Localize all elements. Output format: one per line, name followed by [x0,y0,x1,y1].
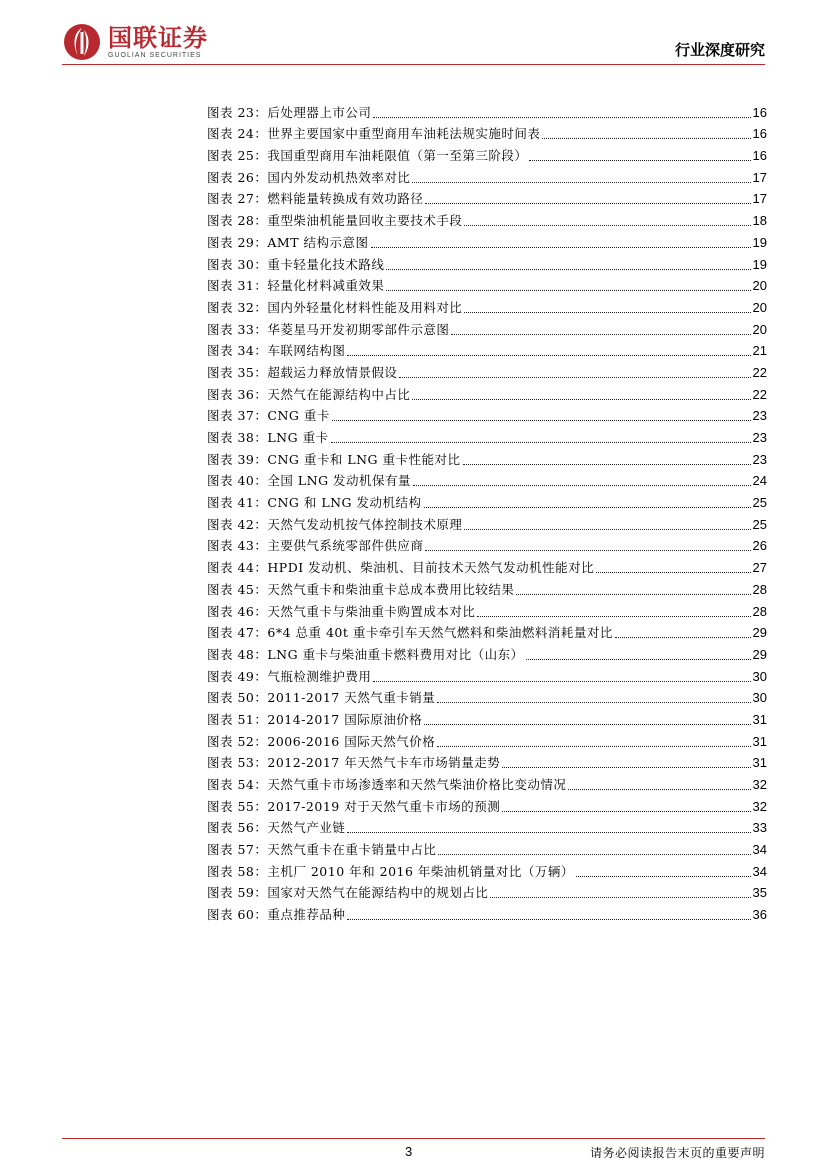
toc-entry-title: 图表 55：2017-2019 对于天然气重卡市场的预测 [207,798,501,814]
toc-entry-page: 20 [752,321,767,337]
toc-entry-title: 图表 41：CNG 和 LNG 发动机结构 [207,495,422,511]
toc-entry-title: 图表 42：天然气发动机按气体控制技术原理 [207,516,463,532]
logo-chinese-name: 国联证券 [108,23,208,52]
toc-entry-page: 31 [752,711,767,727]
toc-dot-leader [425,202,750,204]
toc-entry-title: 图表 54：天然气重卡市场渗透率和天然气柴油价格比变动情况 [207,777,567,792]
toc-entry[interactable] [207,793,767,815]
toc-dot-leader [451,333,750,335]
toc-entry[interactable] [207,403,767,425]
toc-entry[interactable] [207,251,767,273]
toc-entry-page: 16 [752,104,767,120]
toc-entry-title: 图表 58：主机厂 2010 年和 2016 年柴油机销量对比（万辆） [207,863,574,879]
toc-entry-title: 图表 30：重卡轻量化技术路线 [207,256,385,272]
toc-entry-title: 图表 49：气瓶检测维护费用 [207,668,372,684]
toc-entry[interactable] [207,316,767,338]
toc-entry-page: 23 [752,451,767,467]
toc-entry[interactable] [207,207,767,229]
toc-entry-title: 图表 46：天然气重卡与柴油重卡购置成本对比 [207,603,476,619]
toc-entry[interactable] [207,554,767,576]
toc-entry-page: 21 [752,343,767,359]
toc-entry-title: 图表 24：世界主要国家中重型商用车油耗法规实施时间表 [207,126,541,142]
toc-entry-page: 27 [752,560,767,576]
toc-entry-page: 20 [752,278,767,294]
toc-dot-leader [477,615,750,617]
toc-dot-leader [438,853,750,855]
toc-entry-page: 22 [752,386,767,402]
toc-entry-page: 20 [752,299,767,315]
toc-entry[interactable] [207,186,767,208]
toc-entry[interactable] [207,229,767,251]
document-type: 行业深度研究 [674,41,765,59]
guolian-logo-icon [62,22,102,62]
toc-dot-leader [464,528,750,530]
toc-entry[interactable] [207,815,767,837]
toc-dot-leader [347,354,750,356]
toc-entry[interactable] [207,750,767,772]
toc-dot-leader [347,918,750,920]
toc-entry-title: 图表 32：国内外轻量化材料性能及用料对比 [207,299,463,315]
toc-entry[interactable] [207,706,767,728]
toc-entry-page: 19 [752,256,767,272]
toc-dot-leader [412,181,750,183]
company-logo [62,22,208,62]
toc-entry-title: 图表 37：CNG 重卡 [207,408,330,424]
toc-entry-title: 图表 47：6*4 总重 40t 重卡牵引车天然气燃料和柴油燃料消耗量对比 [207,625,613,641]
toc-entry-page: 16 [752,126,767,142]
toc-dot-leader [516,593,750,595]
toc-entry-page: 24 [752,473,767,489]
toc-entry[interactable] [207,728,767,750]
toc-entry[interactable] [207,685,767,707]
toc-entry-title: 图表 31：轻量化材料减重效果 [207,278,385,294]
toc-entry-page: 19 [752,234,767,250]
toc-entry-title: 图表 43：主要供气系统零部件供应商 [207,538,424,554]
toc-entry-page: 33 [752,820,767,836]
footer-divider [62,1138,765,1139]
toc-dot-leader [464,311,750,313]
toc-entry-page: 17 [752,191,767,207]
toc-dot-leader [331,441,751,443]
toc-entry-page: 22 [752,364,767,380]
toc-entry[interactable] [207,663,767,685]
toc-entry-title: 图表 56：天然气产业链 [207,820,346,836]
toc-dot-leader [568,788,750,790]
toc-dot-leader [437,701,750,703]
toc-entry[interactable] [207,771,767,793]
toc-entry[interactable] [207,142,767,164]
toc-entry-title: 图表 51：2014-2017 国际原油价格 [207,711,423,727]
toc-dot-leader [412,398,750,400]
logo-english-name: GUOLIAN SECURITIES [108,51,202,59]
toc-dot-leader [399,376,750,378]
toc-entry[interactable] [207,576,767,598]
toc-entry[interactable] [207,880,767,902]
toc-entry-page: 18 [752,213,767,229]
toc-dot-leader [424,506,751,508]
toc-dot-leader [529,159,750,161]
toc-dot-leader [373,116,750,118]
toc-entry[interactable] [207,901,767,923]
toc-entry-title: 图表 59：国家对天然气在能源结构中的规划占比 [207,885,489,901]
toc-entry-title: 图表 28：重型柴油机能量回收主要技术手段 [207,213,463,229]
toc-entry-page: 28 [752,581,767,597]
toc-entry-title: 图表 48：LNG 重卡与柴油重卡燃料费用对比（山东） [207,646,524,662]
toc-entry-page: 32 [752,777,767,792]
toc-entry-title: 图表 52：2006-2016 国际天然气价格 [207,733,436,749]
toc-entry[interactable] [207,338,767,360]
toc-dot-leader [332,419,751,421]
page-header [0,0,827,70]
toc-entry-title: 图表 50：2011-2017 天然气重卡销量 [207,690,436,706]
toc-entry-page: 29 [752,625,767,641]
toc-dot-leader [424,723,750,725]
toc-entry-page: 23 [752,408,767,424]
toc-entry-title: 图表 27：燃料能量转换成有效功路径 [207,191,424,207]
toc-entry[interactable] [207,164,767,186]
toc-entry-title: 图表 23：后处理器上市公司 [207,104,372,120]
toc-dot-leader [502,810,750,812]
toc-entry-page: 25 [752,516,767,532]
toc-entry[interactable] [207,446,767,468]
toc-entry-title: 图表 39：CNG 重卡和 LNG 重卡性能对比 [207,451,461,467]
toc-dot-leader [413,484,750,486]
toc-entry-page: 26 [752,538,767,554]
toc-dot-leader [386,289,750,291]
toc-dot-leader [347,831,750,833]
toc-entry[interactable] [207,620,767,642]
toc-entry-title: 图表 57：天然气重卡在重卡销量中占比 [207,842,437,858]
toc-entry-page: 17 [752,169,767,185]
toc-entry-page: 31 [752,733,767,749]
toc-entry[interactable] [207,381,767,403]
toc-entry[interactable] [207,99,767,121]
toc-entry-title: 图表 53：2012-2017 年天然气卡车市场销量走势 [207,755,501,771]
toc-entry-title: 图表 25：我国重型商用车油耗限值（第一至第三阶段） [207,148,528,164]
toc-entry-title: 图表 38：LNG 重卡 [207,430,329,445]
toc-entry-page: 16 [752,148,767,164]
toc-dot-leader [526,658,751,660]
header-divider [62,64,765,65]
toc-dot-leader [464,224,750,226]
toc-entry-page: 29 [752,646,767,662]
toc-entry-page: 32 [752,798,767,814]
toc-entry-page: 34 [752,842,767,858]
toc-entry[interactable] [207,836,767,858]
toc-entry[interactable] [207,468,767,490]
toc-entry[interactable] [207,511,767,533]
toc-entry-title: 图表 36：天然气在能源结构中占比 [207,386,411,402]
toc-entry[interactable] [207,121,767,143]
toc-entry-title: 图表 45：天然气重卡和柴油重卡总成本费用比较结果 [207,581,515,597]
toc-entry-page: 30 [752,668,767,684]
toc-entry-title: 图表 40：全国 LNG 发动机保有量 [207,473,412,489]
toc-entry-title: 图表 33：华菱星马开发初期零部件示意图 [207,321,450,337]
toc-dot-leader [490,896,750,898]
toc-entry-title: 图表 60：重点推荐品种 [207,907,346,923]
toc-entry-title: 图表 35：超载运力释放情景假设 [207,364,398,380]
toc-dot-leader [596,571,750,573]
toc-dot-leader [502,766,750,768]
page-number: 3 [405,1144,413,1159]
toc-dot-leader [386,268,750,270]
toc-dot-leader [576,875,751,877]
toc-dot-leader [542,137,750,139]
toc-entry-title: 图表 29：AMT 结构示意图 [207,234,369,250]
toc-dot-leader [425,549,750,551]
toc-dot-leader [373,680,750,682]
toc-entry-page: 35 [752,885,767,901]
toc-entry-page: 31 [752,755,767,771]
toc-entry-title: 图表 26：国内外发动机热效率对比 [207,169,411,185]
disclaimer-note: 请务必阅读报告末页的重要声明 [589,1146,765,1160]
toc-entry-page: 34 [752,863,767,879]
toc-entry[interactable] [207,598,767,620]
toc-entry[interactable] [207,533,767,555]
toc-entry-page: 25 [752,495,767,511]
toc-dot-leader [463,463,751,465]
toc-entry[interactable] [207,359,767,381]
toc-dot-leader [371,246,751,248]
toc-entry[interactable] [207,424,767,446]
toc-entry[interactable] [207,641,767,663]
figure-list [207,99,767,923]
toc-entry[interactable] [207,273,767,295]
toc-entry-page: 36 [752,907,767,923]
toc-entry-page: 23 [752,430,767,445]
toc-entry-title: 图表 44：HPDI 发动机、柴油机、目前技术天然气发动机性能对比 [207,560,595,576]
toc-entry[interactable] [207,294,767,316]
toc-dot-leader [615,636,751,638]
toc-dot-leader [437,745,750,747]
toc-entry-page: 28 [752,603,767,619]
toc-entry[interactable] [207,858,767,880]
toc-entry[interactable] [207,489,767,511]
toc-entry-title: 图表 34：车联网结构图 [207,343,346,359]
toc-entry-page: 30 [752,690,767,706]
